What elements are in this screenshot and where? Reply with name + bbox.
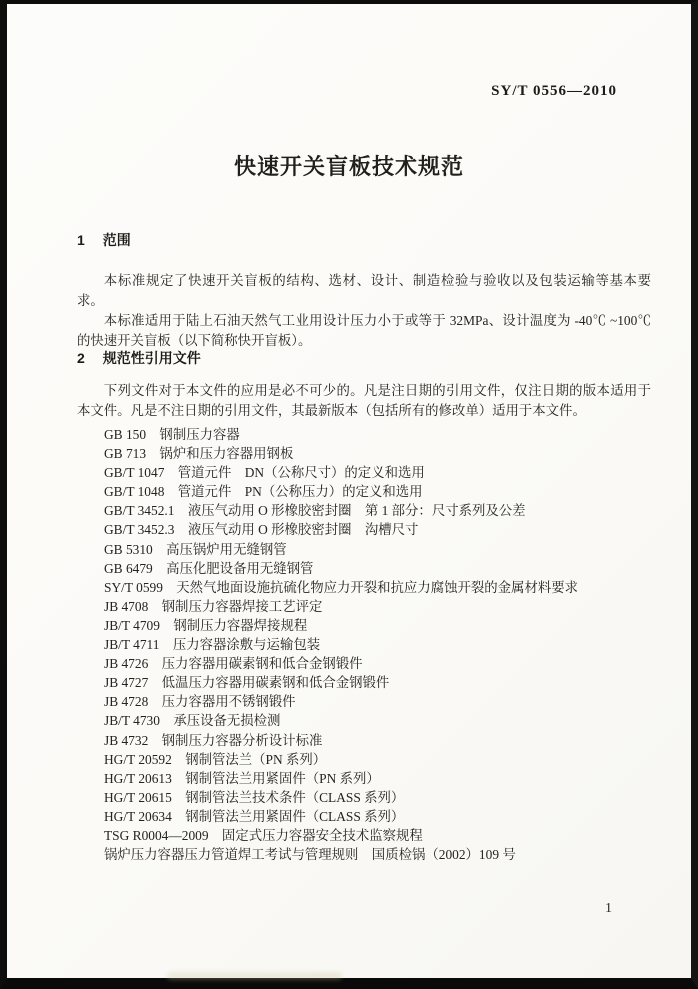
- reference-item: HG/T 20613 钢制管法兰用紧固件（PN 系列）: [104, 770, 380, 786]
- reference-item: JB 4726 压力容器用碳素钢和低合金钢锻件: [104, 656, 363, 672]
- section-1-heading: [77, 230, 131, 250]
- reference-item: JB/T 4709 钢制压力容器焊接规程: [104, 617, 308, 633]
- standard-code-header: SY/T 0556—2010: [491, 83, 617, 99]
- reference-item: JB 4708 钢制压力容器焊接工艺评定: [104, 598, 323, 614]
- reference-item: JB 4727 低温压力容器用碳素钢和低合金钢锻件: [104, 675, 390, 691]
- document-title: 快速开关盲板技术规范: [233, 154, 464, 179]
- reference-item: GB 150 钢制压力容器: [104, 427, 240, 442]
- reference-item: JB/T 4711 压力容器涂敷与运输包装: [104, 637, 321, 653]
- normative-references-list: [104, 425, 649, 864]
- reference-item: 锅炉压力容器压力管道焊工考试与管理规则 国质检锅（2002）109 号: [104, 847, 516, 863]
- reference-item: GB/T 3452.1 液压气动用 O 形橡胶密封圈 第 1 部分：尺寸系列及公差: [104, 503, 526, 519]
- section-1-body: [77, 271, 651, 351]
- section-2-number: 2: [77, 350, 85, 366]
- section-2-title: 规范性引用文件: [102, 350, 201, 366]
- section-1-paragraph: 本标准适用于陆上石油天然气工业用设计压力小于或等于 32MPa、设计温度为 -40℃ ~100℃ 的快速开关盲板（以下简称快开盲板）。: [77, 313, 651, 348]
- reference-item: TSG R0004—2009 固定式压力容器安全技术监察规程: [104, 827, 423, 843]
- reference-item: GB 713 锅炉和压力容器用钢板: [104, 446, 294, 462]
- section-1-title: 范围: [102, 232, 131, 248]
- reference-item: GB 6479 高压化肥设备用无缝钢管: [104, 560, 314, 576]
- reference-item: HG/T 20615 钢制管法兰技术条件（CLASS 系列）: [104, 789, 405, 805]
- reference-item: GB/T 3452.3 液压气动用 O 形橡胶密封圈 沟槽尺寸: [104, 522, 419, 538]
- reference-item: HG/T 20634 钢制管法兰用紧固件（CLASS 系列）: [104, 808, 405, 824]
- reference-item: JB 4728 压力容器用不锈钢锻件: [104, 694, 296, 710]
- reference-item: GB/T 1048 管道元件 PN（公称压力）的定义和选用: [104, 484, 423, 500]
- section-2-intro: [77, 381, 651, 421]
- scan-artifact: [167, 972, 342, 980]
- section-2-heading: [77, 348, 201, 368]
- reference-item: GB/T 1047 管道元件 DN（公称尺寸）的定义和选用: [104, 465, 425, 481]
- reference-item: JB/T 4730 承压设备无损检测: [104, 713, 281, 729]
- reference-item: HG/T 20592 钢制管法兰（PN 系列）: [104, 751, 327, 767]
- page-number: 1: [605, 901, 612, 916]
- reference-item: SY/T 0599 天然气地面设施抗硫化物应力开裂和抗应力腐蚀开裂的金属材料要求: [104, 579, 579, 595]
- reference-item: JB 4732 钢制压力容器分析设计标准: [104, 732, 323, 748]
- section-2-intro-paragraph: 下列文件对于本文件的应用是必不可少的。凡是注日期的引用文件，仅注日期的版本适用于本文件。凡是不注日期的引用文件，其最新版本（包括所有的修改单）适用于本文件。: [77, 383, 651, 418]
- reference-item: GB 5310 高压锅炉用无缝钢管: [104, 541, 287, 557]
- section-1-paragraph: 本标准规定了快速开关盲板的结构、选材、设计、制造检验与验收以及包装运输等基本要求。: [77, 273, 651, 308]
- section-1-number: 1: [77, 232, 85, 248]
